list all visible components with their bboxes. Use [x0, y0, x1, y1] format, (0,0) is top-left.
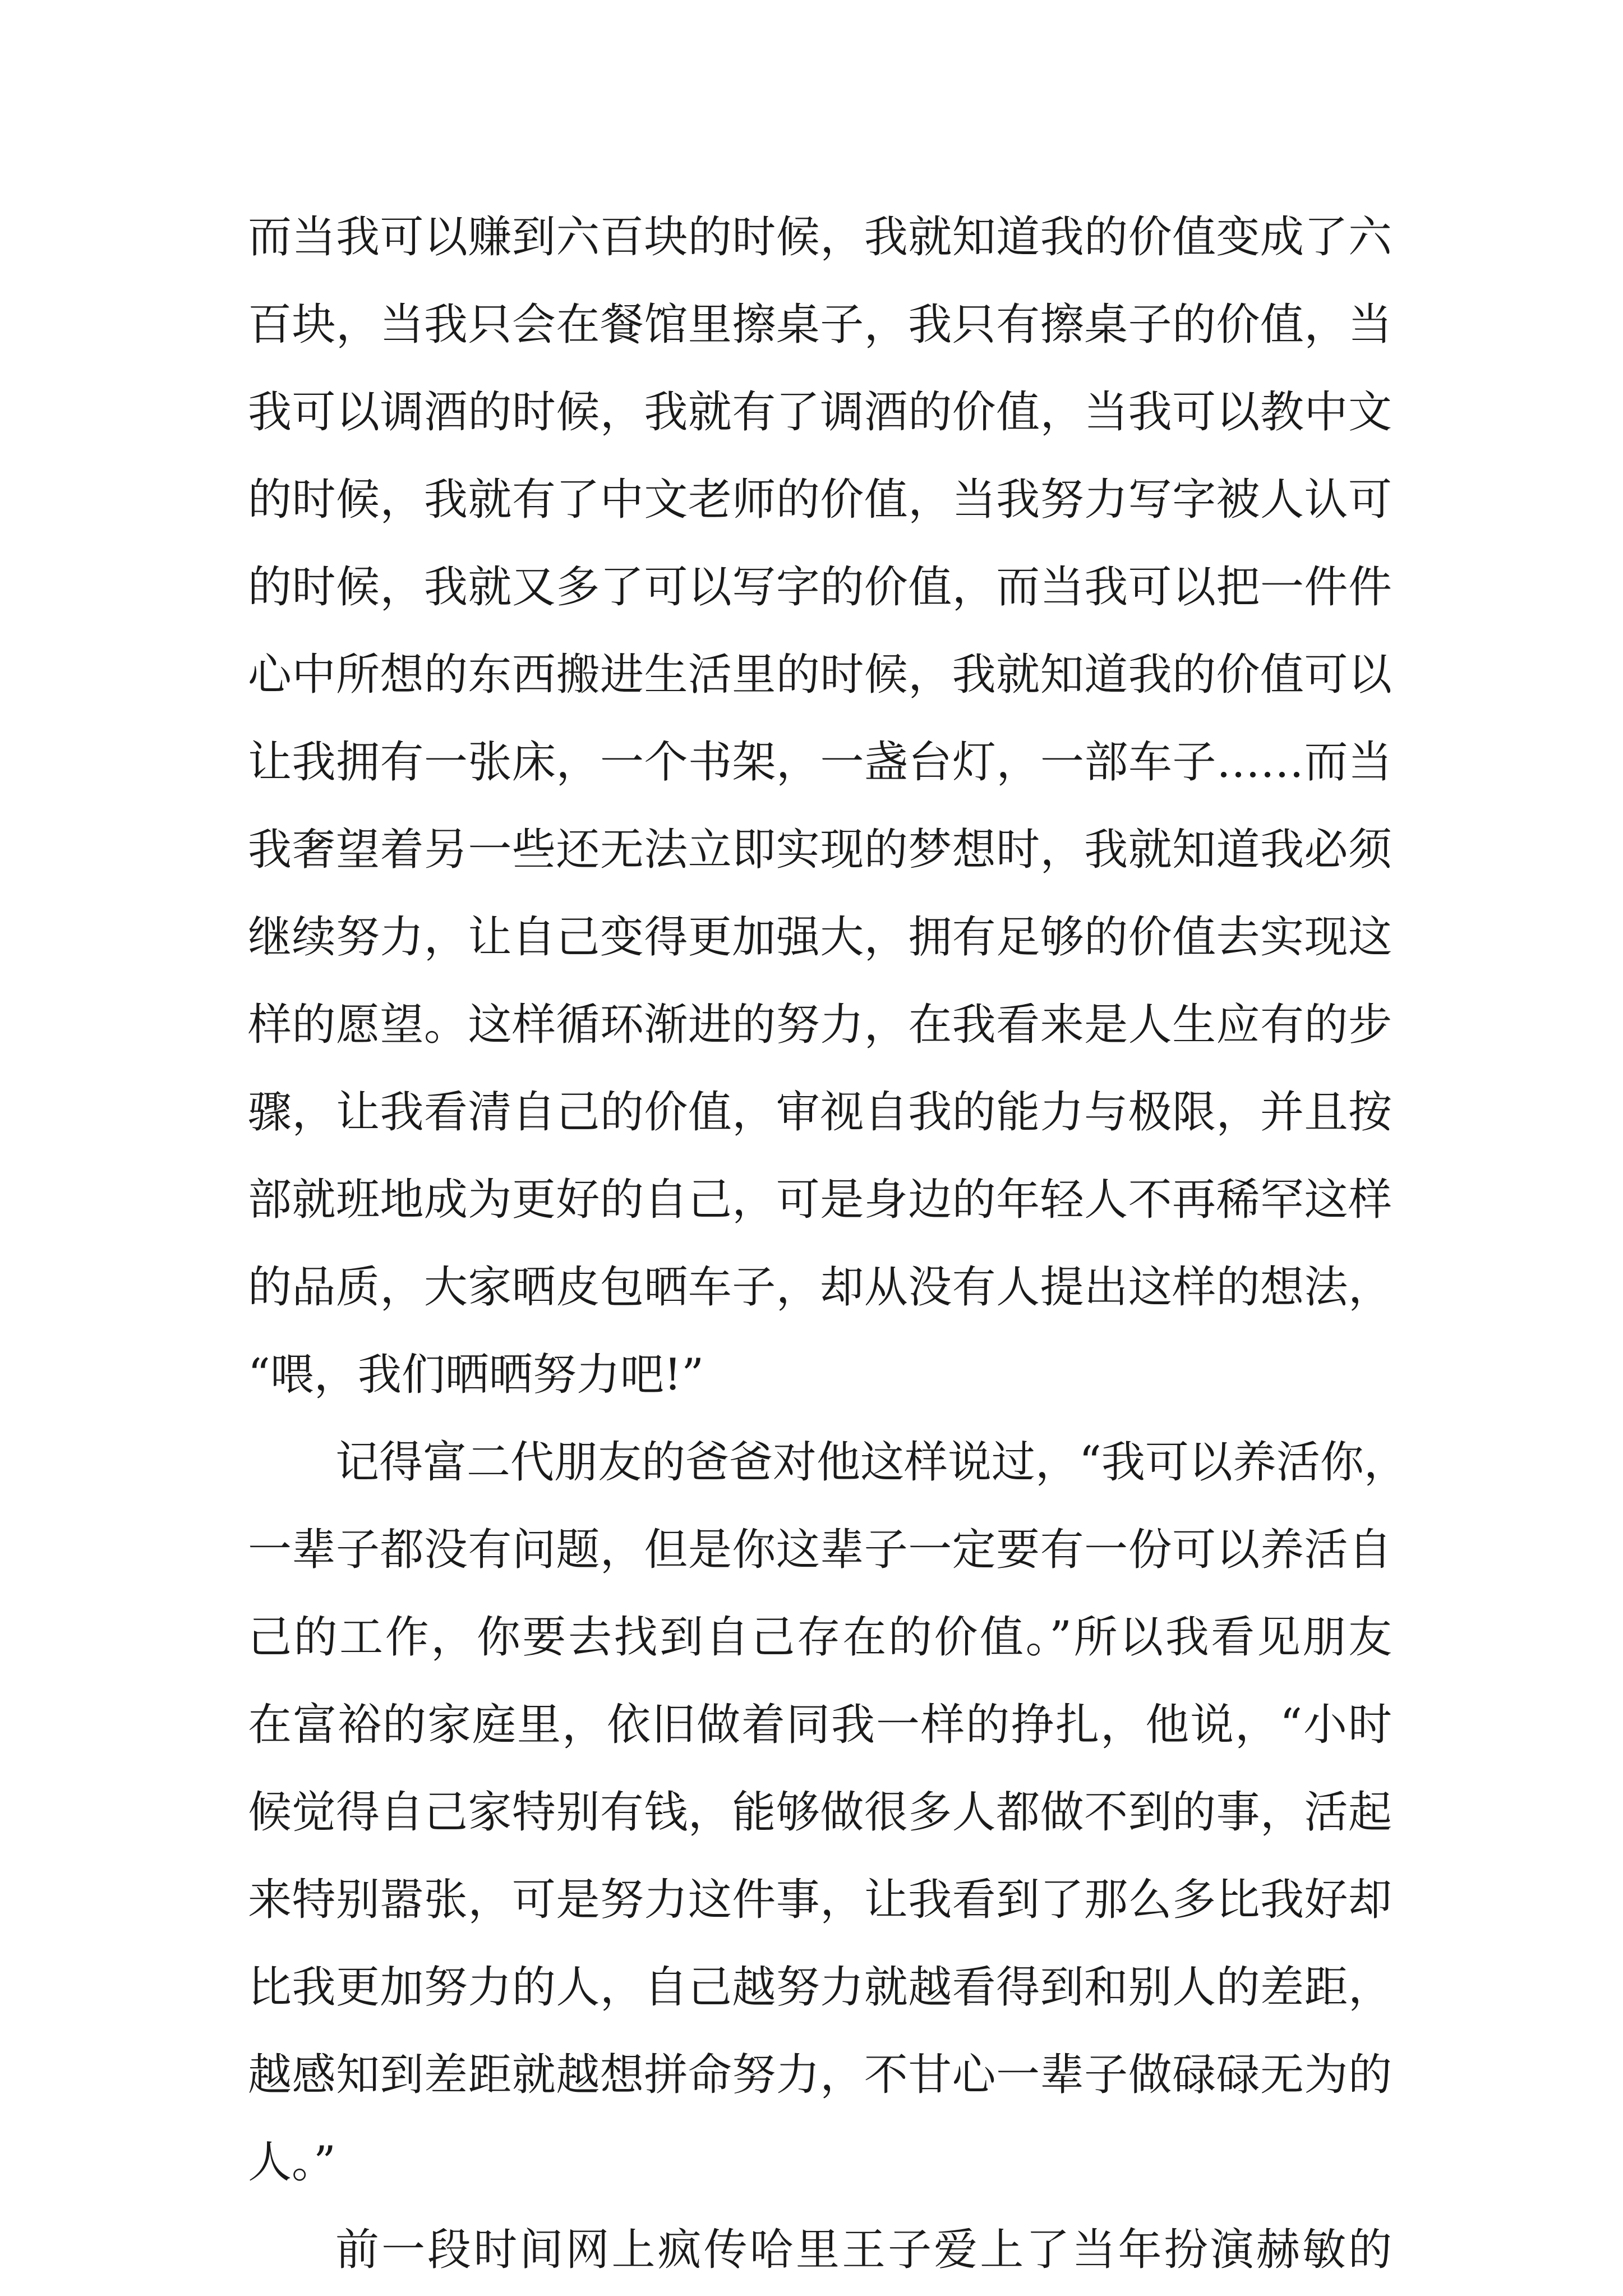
text-line: 样的愿望。这样循环渐进的努力，在我看来是人生应有的步 [248, 1000, 1392, 1050]
text-line: 让我拥有一张床，一个书架，一盏台灯，一部车子……而当 [248, 737, 1392, 788]
text-line: 越感知到差距就越想拼命努力，不甘心一辈子做碌碌无为的 [248, 2050, 1392, 2100]
text-line: 的品质，大家晒皮包晒车子，却从没有人提出这样的想法， [248, 1262, 1392, 1313]
text-line: 前一段时间网上疯传哈里王子爱上了当年扮演赫敏的 [335, 2225, 1392, 2275]
text-line: 而当我可以赚到六百块的时候，我就知道我的价值变成了六 [248, 212, 1392, 263]
body-text [248, 194, 1408, 2294]
text-line: 己的工作，你要去找到自己存在的价值。”所以我看见朋友 [248, 1612, 1392, 1663]
text-line: 来特别嚣张，可是努力这件事，让我看到了那么多比我好却 [248, 1875, 1392, 1925]
text-line: 比我更加努力的人，自己越努力就越看得到和别人的差距， [248, 1962, 1392, 2013]
text-line: 的时候，我就又多了可以写字的价值，而当我可以把一件件 [248, 562, 1392, 613]
text-line: 候觉得自己家特别有钱，能够做很多人都做不到的事，活起 [248, 1787, 1392, 1838]
text-line: 在富裕的家庭里，依旧做着同我一样的挣扎，他说，“小时 [248, 1700, 1392, 1750]
text-line: 部就班地成为更好的自己，可是身边的年轻人不再稀罕这样 [248, 1175, 1392, 1225]
text-line: 人。” [248, 2137, 336, 2188]
text-line: 我可以调酒的时候，我就有了调酒的价值，当我可以教中文 [248, 387, 1392, 438]
text-line: 一辈子都没有问题，但是你这辈子一定要有一份可以养活自 [248, 1525, 1392, 1575]
text-line: “喂，我们晒晒努力吧!” [248, 1350, 704, 1400]
text-line: 百块，当我只会在餐馆里擦桌子，我只有擦桌子的价值，当 [248, 300, 1392, 350]
text-line: 记得富二代朋友的爸爸对他这样说过，“我可以养活你， [335, 1437, 1408, 1488]
text-line: 骤，让我看清自己的价值，审视自我的能力与极限，并且按 [248, 1087, 1392, 1138]
text-line: 我奢望着另一些还无法立即实现的梦想时，我就知道我必须 [248, 825, 1392, 875]
text-line: 继续努力，让自己变得更加强大，拥有足够的价值去实现这 [248, 912, 1392, 963]
text-line: 的时候，我就有了中文老师的价值，当我努力写字被人认可 [248, 475, 1392, 525]
text-line: 心中所想的东西搬进生活里的时候，我就知道我的价值可以 [248, 650, 1392, 700]
